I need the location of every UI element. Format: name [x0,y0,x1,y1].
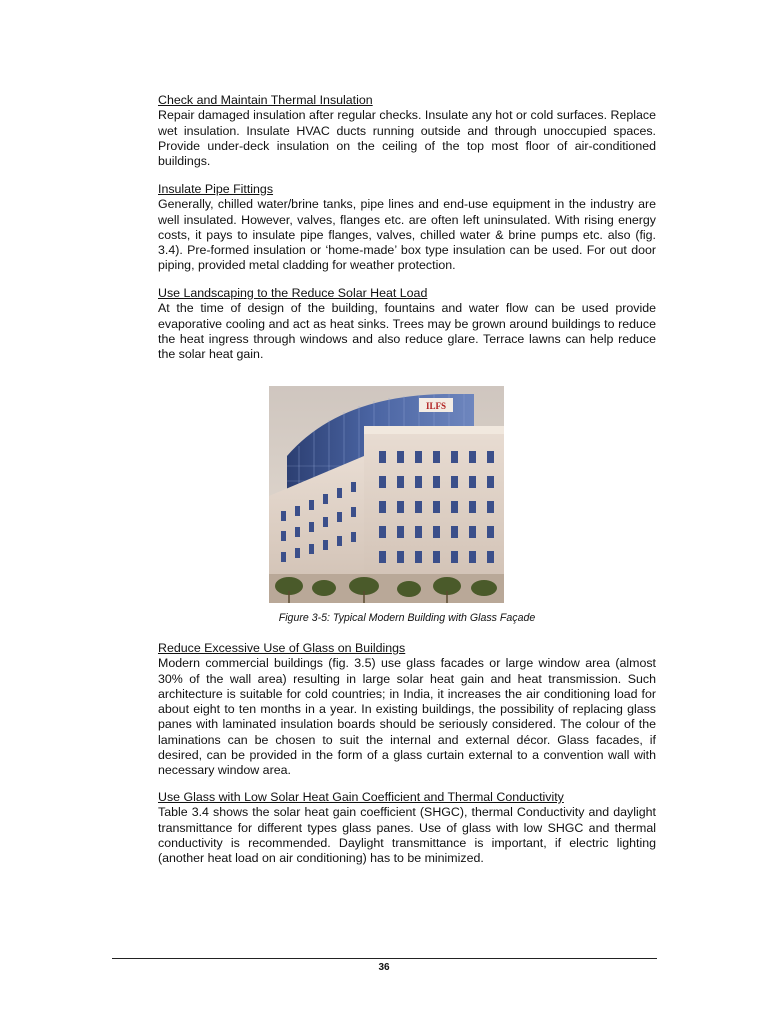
section-landscaping [158,286,656,362]
building-sign: ILFS [425,401,447,411]
section-heading: Insulate Pipe Fittings [158,182,274,196]
section-body: At the time of design of the building, fountains and water flow can be used provide evaporative cooling and act as heat sinks. Trees may be grown around buildings to reduce the heat ingress through windows and also reduce glare. Terrace lawns can help reduce the solar heat gain. [158,301,656,362]
section-low-shgc-glass [158,790,656,866]
section-heading: Reduce Excessive Use of Glass on Buildings [158,641,406,655]
page-number: 36 [378,962,390,973]
footer-divider [112,958,657,959]
section-body: Table 3.4 shows the solar heat gain coefficient (SHGC), thermal Conductivity and daylight transmittance for different types glass panes. Use of glass with low SHGC and thermal conductivity is recommended. Daylight transmittance is important, if electric lighting (another heat load on air conditioning) has to be minimized. [158,805,656,866]
section-body: Repair damaged insulation after regular checks. Insulate any hot or cold surfaces. Replace wet insulation. Insulate HVAC ducts running outside and through unoccupied spaces. Provide under-deck insulation on the ceiling of the top most floor of air-conditioned buildings. [158,108,656,169]
figure-caption: Figure 3-5: Typical Modern Building with Glass Façade [278,612,536,624]
section-body: Generally, chilled water/brine tanks, pipe lines and end-use equipment in the industry are well insulated. However, valves, flanges etc. are often left uninsulated. With rising energy costs, it pays to insulate pipe flanges, valves, chilled water & brine pumps etc. also (fig. 3.4). Pre-formed insulation or ‘home-made’ box type insulation can be used. For out door piping, provided metal cladding for weather protection. [158,197,656,273]
section-thermal-insulation [158,93,656,169]
section-body: Modern commercial buildings (fig. 3.5) use glass facades or large window area (almost 30% of the wall area) resulting in large solar heat gain and heat transmission. Such architecture is suitable for cold countries; in India, it increases the air conditioning load for about eight to ten months in a year. In existing buildings, the possibility of replacing glass panes with laminated insulation boards should be seriously considered. The colour of the laminations can be chosen to suit the internal and external décor. Glass facades, if desired, can be provided in the form of a glass curtain external to a convention wall with necessary window area. [158,656,656,778]
section-pipe-fittings [158,182,656,274]
building-photo [269,386,504,603]
section-heading: Check and Maintain Thermal Insulation [158,93,373,107]
section-heading: Use Landscaping to the Reduce Solar Heat Load [158,286,428,300]
section-heading: Use Glass with Low Solar Heat Gain Coefficient and Thermal Conductivity [158,790,564,804]
section-excessive-glass [158,641,656,779]
